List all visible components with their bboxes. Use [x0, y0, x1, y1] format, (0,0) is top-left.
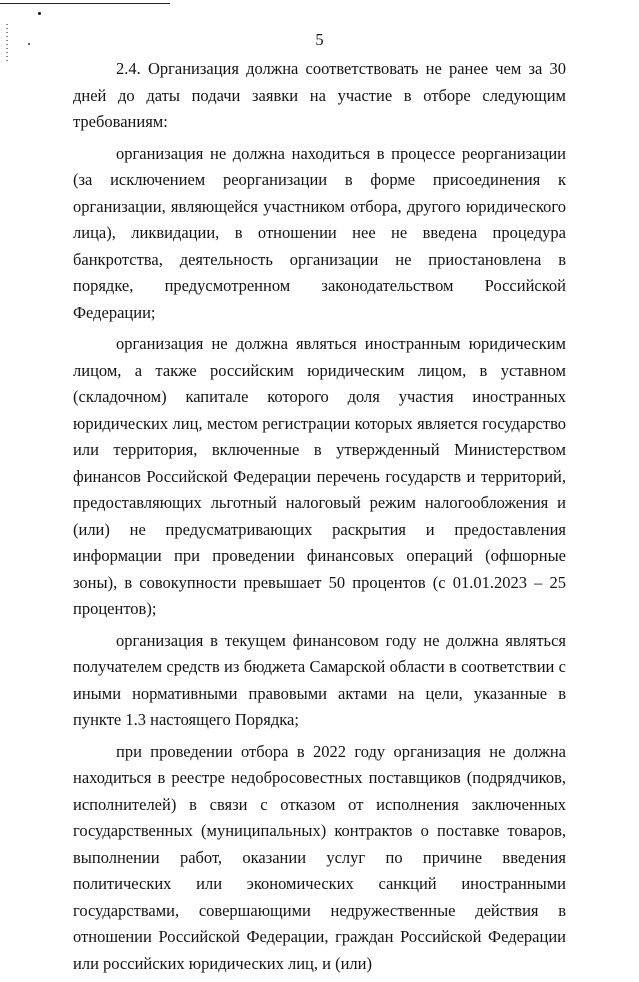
paragraph-requirements-intro: 2.4. Организация должна соответствовать не ранее чем за 30 дней до даты подачи заявки на участие в отборе следующим требованиям: [73, 56, 566, 141]
paragraph-no-unfair-suppliers: при проведении отбора в 2022 году организация не должна находиться в реестре недобросовестных поставщиков (подрядчиков, исполнителей) в связи с отказом от исполнения заключенных государственных (муниципальных) контрактов о поставке товаров, выполнении работ, оказании услуг по причине введения политических или экономических санкций иностранными государствами, совершающими недружественные действия в отношении Российской Федерации, граждан Российской Федерации или российских юридических лиц, и (или) [73, 739, 566, 982]
paragraph-no-reorganization: организация не должна находиться в процессе реорганизации (за исключением реорганизации в форме присоединения к организации, являющейся участником отбора, другого юридического лица), ликвидации, в отношении нее не введена процедура банкротства, деятельность организации не приостановлена в порядке, предусмотренном законодательством Российской Федерации; [73, 141, 566, 332]
top-rule-line [0, 3, 170, 4]
page-number: 5 [0, 28, 639, 52]
scan-speck [38, 12, 41, 15]
paragraph-no-budget-funds: организация в текущем финансовом году не должна являться получателем средств из бюджета Самарской области в соответствии с иными нормативными правовыми актами на цели, указанные в пункте 1.3 настоящего Порядка; [73, 628, 566, 739]
paragraph-no-foreign-entity: организация не должна являться иностранным юридическим лицом, а также российским юридическим лицом, в уставном (складочном) капитале которого доля участия иностранных юридических лиц, местом регистрации которых является государство или территория, включенные в утвержденный Министерством финансов Российской Федерации перечень государств и территорий, предоставляющих льготный налоговый режим налогообложения и (или) не предусматривающих раскрытия и предоставления информации при проведении финансовых операций (офшорные зоны), в совокупности превышает 50 процентов (с 01.01.2023 – 25 процентов); [73, 331, 566, 628]
document-body [73, 56, 566, 982]
